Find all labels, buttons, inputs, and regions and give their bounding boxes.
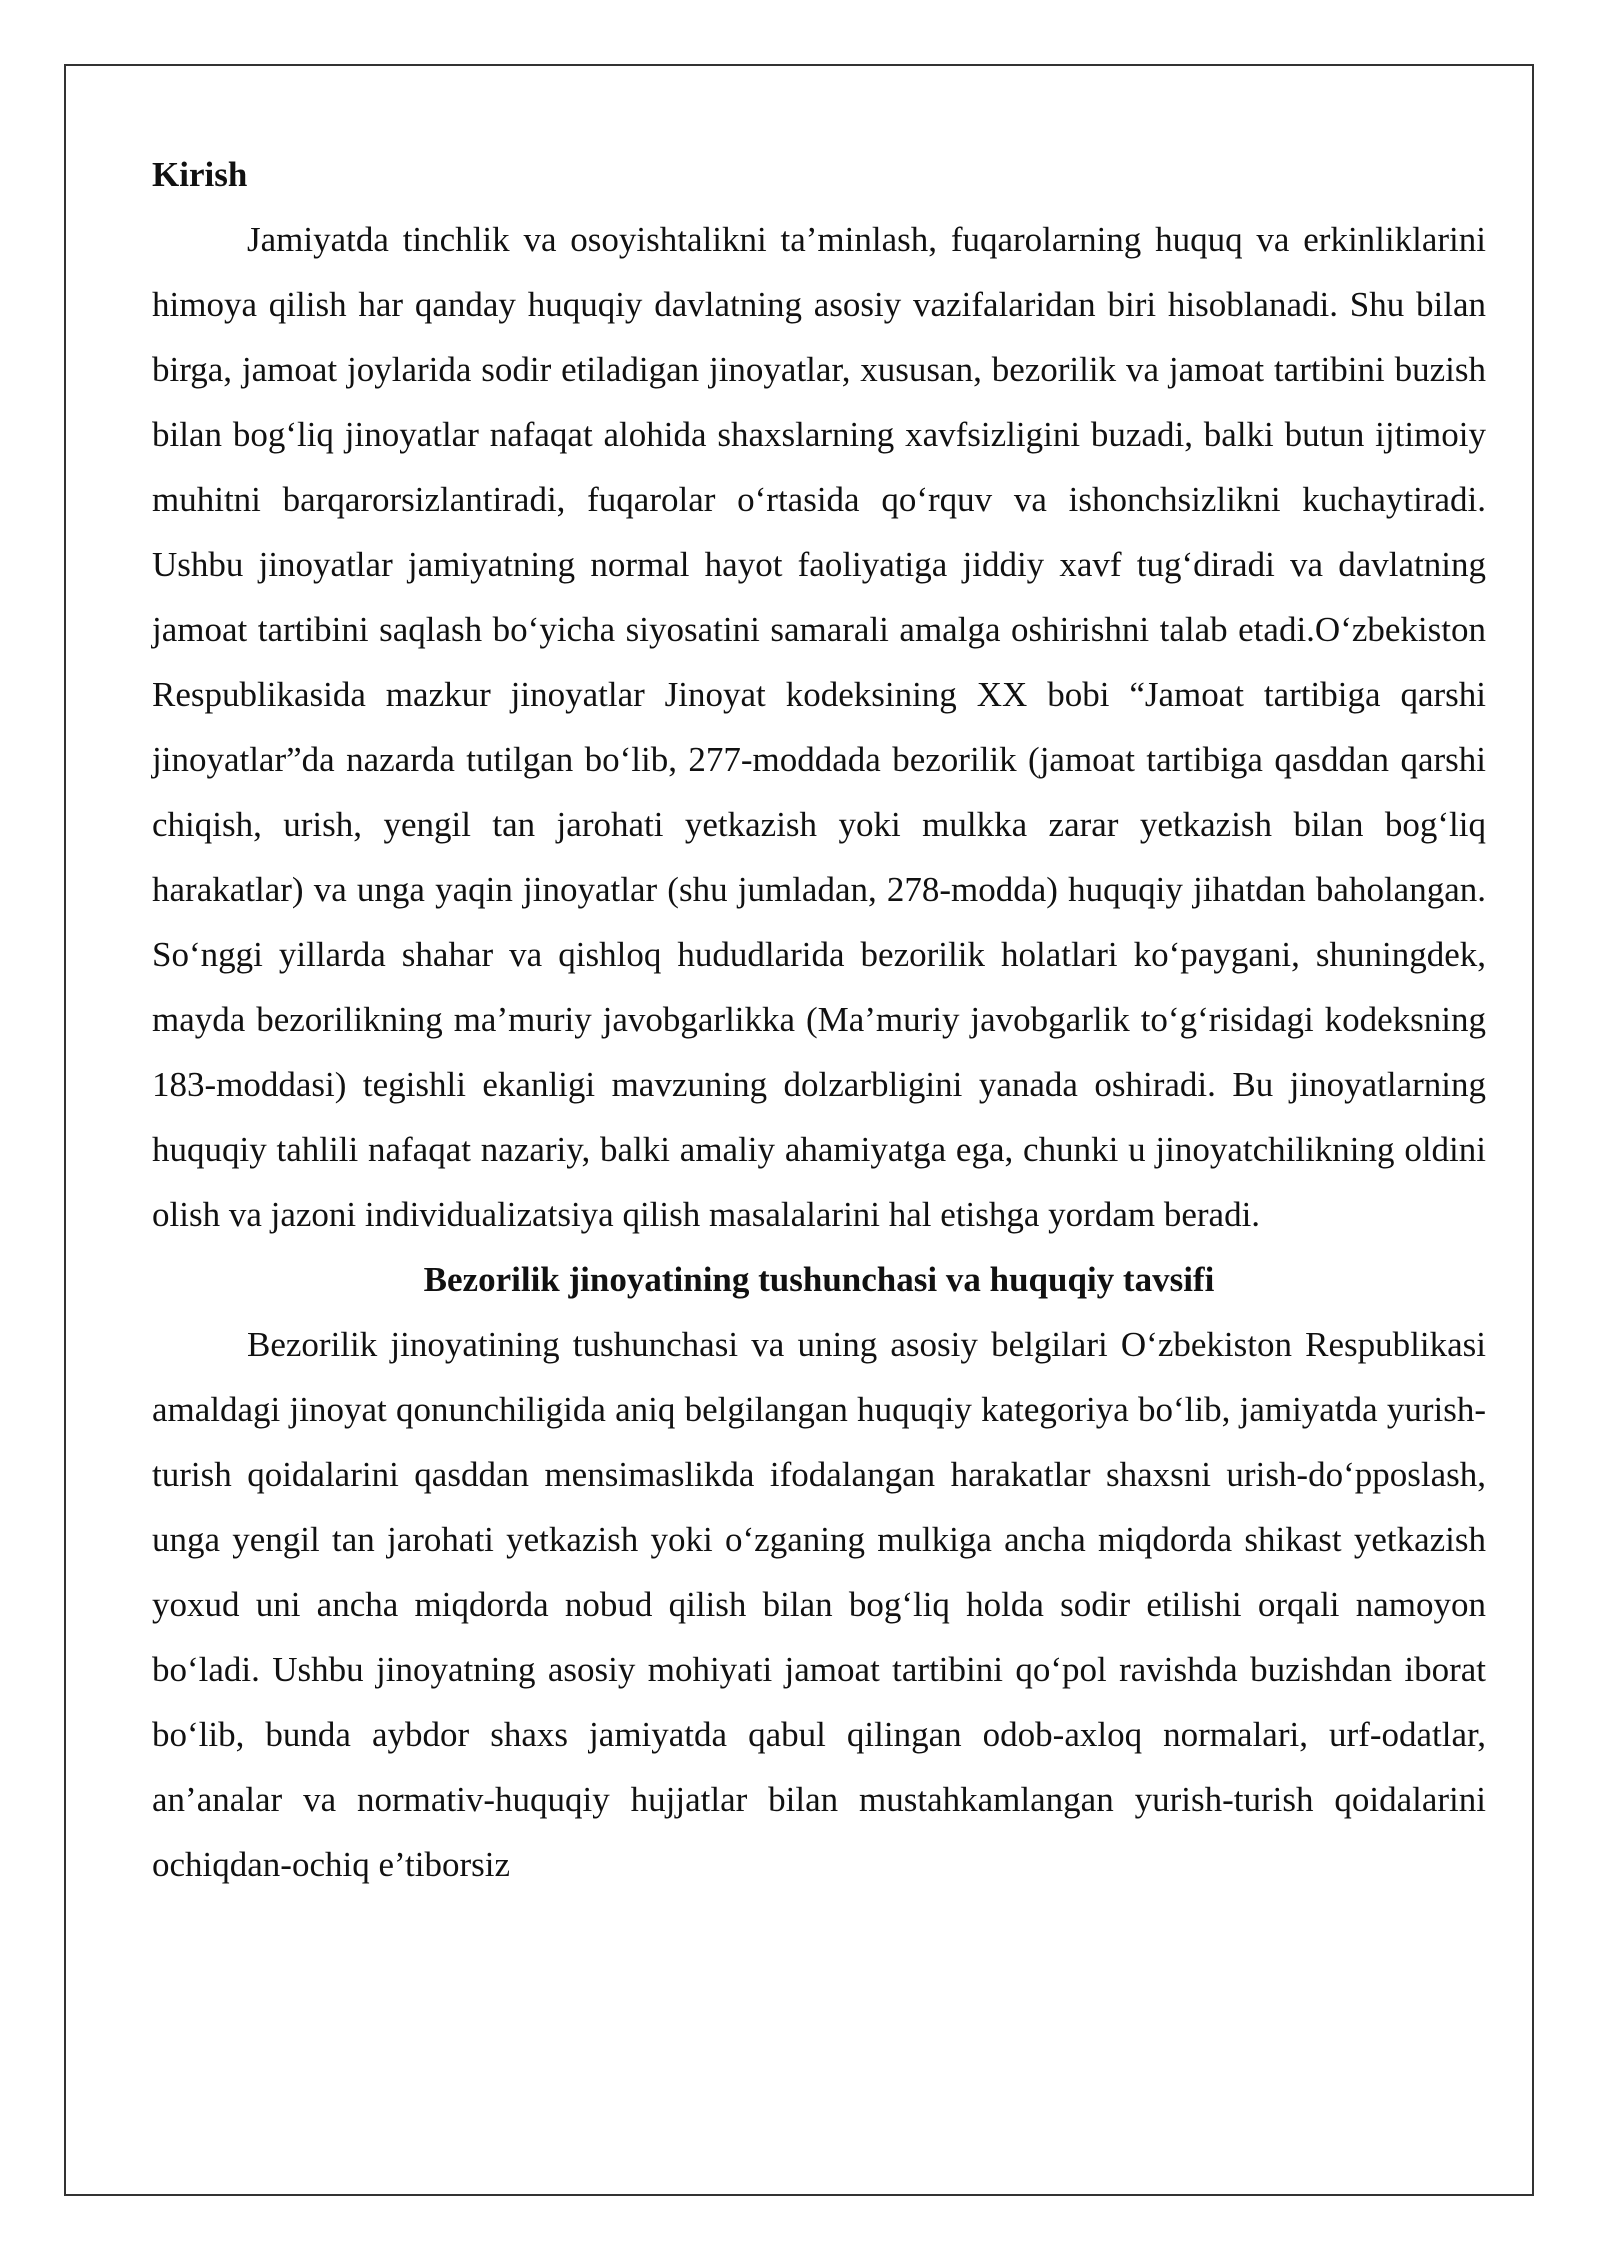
introduction-paragraph: Jamiyatda tinchlik va osoyishtalikni ta’minlash, fuqarolarning huquq va erkinliklarini himoya qilish har qanday huquqiy davlatning asosiy vazifalaridan biri hisoblanadi. Shu bilan birga, jamoat joylarida sodir etiladigan jinoyatlar, xususan, bezorilik va jamoat tartibini buzish bilan bog‘liq jinoyatlar nafaqat alohida shaxslarning xavfsizligini buzadi, balki butun ijtimoiy muhitni barqarorsizlantiradi, fuqarolar o‘rtasida qo‘rquv va ishonchsizlikni kuchaytiradi. Ushbu jinoyatlar jamiyatning normal hayot faoliyatiga jiddiy xavf tug‘diradi va davlatning jamoat tartibini saqlash bo‘yicha siyosatini samarali amalga oshirishni talab etadi.O‘zbekiston Respublikasida mazkur jinoyatlar Jinoyat kodeksining XX bobi “Jamoat tartibiga qarshi jinoyatlar”da nazarda tutilgan bo‘lib, 277-moddada bezorilik (jamoat tartibiga qasddan qarshi chiqish, urish, yengil tan jarohati yetkazish yoki mulkka zarar yetkazish bilan bog‘liq harakatlar) va unga yaqin jinoyatlar (shu jumladan, 278-modda) huquqiy jihatdan baholangan. So‘nggi yillarda shahar va qishloq hududlarida bezorilik holatlari ko‘paygani, shuningdek, mayda bezorilikning ma’muriy javobgarlikka (Ma’muriy javobgarlik to‘g‘risidagi kodeksning 183-moddasi) tegishli ekanligi mavzuning dolzarbligini yanada oshiradi. Bu jinoyatlarning huquqiy tahlili nafaqat nazariy, balki amaliy ahamiyatga ega, chunki u jinoyatchilikning oldini olish va jazoni individualizatsiya qilish masalalarini hal etishga yordam beradi. (152, 220, 1486, 1234)
section-heading-introduction: Kirish (152, 155, 248, 194)
concept-paragraph: Bezorilik jinoyatining tushunchasi va uning asosiy belgilari O‘zbekiston Respublikasi amaldagi jinoyat qonunchiligida aniq belgilangan huquqiy kategoriya bo‘lib, jamiyatda yurish-turish qoidalarini qasddan mensimaslikda ifodalangan harakatlar shaxsni urish-do‘pposlash, unga yengil tan jarohati yetkazish yoki o‘zganing mulkiga ancha miqdorda shikast yetkazish yoxud uni ancha miqdorda nobud qilish bilan bog‘liq holda sodir etilishi orqali namoyon bo‘ladi. Ushbu jinoyatning asosiy mohiyati jamoat tartibini qo‘pol ravishda buzishdan iborat bo‘lib, bunda aybdor shaxs jamiyatda qabul qilingan odob-axloq normalari, urf-odatlar, an’analar va normativ-huquqiy hujjatlar bilan mustahkamlangan yurish-turish qoidalarini ochiqdan-ochiq e’tiborsiz (152, 1325, 1486, 1884)
section-heading-concept: Bezorilik jinoyatining tushunchasi va huquqiy tavsifi (423, 1260, 1215, 1299)
document-body (152, 142, 1486, 1897)
